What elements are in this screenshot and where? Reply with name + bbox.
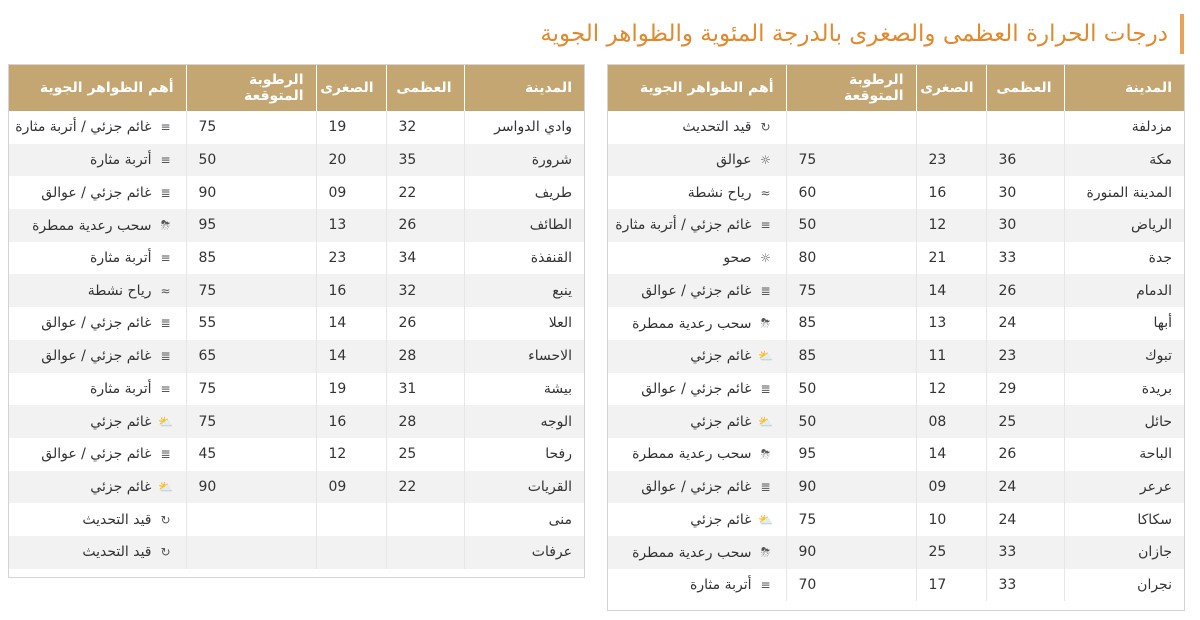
condition-text: غائم جزئي xyxy=(90,478,152,495)
min-temp-cell: 09 xyxy=(316,176,386,209)
condition-cell xyxy=(9,242,186,275)
city-cell: ينبع xyxy=(464,274,584,307)
humidity-cell: 70 xyxy=(786,569,916,602)
city-cell: بريدة xyxy=(1064,373,1184,406)
condition-text: أتربة مثارة xyxy=(90,152,152,169)
humidity-cell: 50 xyxy=(786,209,916,242)
condition-text: رياح نشطة xyxy=(87,282,152,299)
condition-text: غائم جزئي / عوالق xyxy=(41,184,152,201)
haze-icon: ≣ xyxy=(760,381,771,396)
city-cell: بيشة xyxy=(464,373,584,406)
sun-icon: ☼ xyxy=(760,251,771,266)
city-cell: الباحة xyxy=(1064,438,1184,471)
condition-wrap xyxy=(32,218,173,234)
humidity-cell: 95 xyxy=(186,209,316,242)
table-row xyxy=(608,144,1184,177)
condition-text: غائم جزئي / أتربة مثارة xyxy=(15,119,152,136)
city-cell: الطائف xyxy=(464,209,584,242)
condition-text: غائم جزئي / عوالق xyxy=(641,380,752,397)
table-header-row xyxy=(608,65,1184,111)
humidity-cell: 75 xyxy=(186,405,316,438)
humidity-cell: 50 xyxy=(786,373,916,406)
city-cell: الرياض xyxy=(1064,209,1184,242)
city-cell: طريف xyxy=(464,176,584,209)
max-temp-cell: 28 xyxy=(386,340,464,373)
humidity-cell: 95 xyxy=(786,438,916,471)
table-row xyxy=(608,242,1184,275)
min-temp-cell: 19 xyxy=(316,373,386,406)
condition-text: غائم جزئي xyxy=(690,413,752,430)
humidity-cell: 90 xyxy=(786,536,916,569)
max-temp-cell: 33 xyxy=(986,569,1064,602)
table-row xyxy=(9,405,584,438)
condition-cell xyxy=(9,274,186,307)
condition-text: قيد التحديث xyxy=(82,544,152,561)
max-temp-cell: 24 xyxy=(986,471,1064,504)
max-temp-cell: 32 xyxy=(386,111,464,144)
max-temp-cell: 25 xyxy=(386,438,464,471)
condition-cell xyxy=(608,307,786,340)
humidity-cell: 60 xyxy=(786,176,916,209)
condition-text: غائم جزئي / عوالق xyxy=(41,315,152,332)
condition-cell xyxy=(9,340,186,373)
condition-cell xyxy=(9,111,186,144)
table-row xyxy=(608,536,1184,569)
weather-table-main xyxy=(608,65,1184,601)
haze-icon: ≣ xyxy=(760,283,771,298)
min-temp-cell: 13 xyxy=(316,209,386,242)
max-temp-cell: 26 xyxy=(386,307,464,340)
header-max: العظمى xyxy=(386,65,464,111)
city-cell: مزدلفة xyxy=(1064,111,1184,144)
condition-wrap xyxy=(15,119,173,135)
humidity-cell: 85 xyxy=(186,242,316,275)
header-condition: أهم الظواهر الجوية xyxy=(608,65,786,111)
condition-cell xyxy=(608,569,786,602)
condition-text: غائم جزئي / عوالق xyxy=(41,446,152,463)
min-temp-cell: 14 xyxy=(916,438,986,471)
max-temp-cell: 24 xyxy=(986,503,1064,536)
table-row xyxy=(9,144,584,177)
min-temp-cell: 14 xyxy=(916,274,986,307)
table-row xyxy=(9,176,584,209)
condition-wrap xyxy=(641,479,773,495)
min-temp-cell: 21 xyxy=(916,242,986,275)
thunderstorm-icon: ⛈ xyxy=(760,316,771,331)
min-temp-cell xyxy=(916,111,986,144)
table-row xyxy=(608,111,1184,144)
humidity-cell: 85 xyxy=(786,307,916,340)
min-temp-cell: 10 xyxy=(916,503,986,536)
table-row xyxy=(9,471,584,504)
condition-wrap xyxy=(82,544,173,560)
condition-text: غائم جزئي xyxy=(690,348,752,365)
partly-cloudy-icon: ⛅ xyxy=(758,414,773,429)
table-row xyxy=(9,438,584,471)
table-row xyxy=(608,274,1184,307)
header-humidity: الرطوبة المتوقعة xyxy=(786,65,916,111)
condition-cell xyxy=(9,536,186,569)
condition-text: عوالق xyxy=(716,152,752,169)
condition-wrap xyxy=(641,283,773,299)
partly-cloudy-icon: ⛅ xyxy=(158,479,173,494)
humidity-cell: 65 xyxy=(186,340,316,373)
condition-wrap xyxy=(90,152,173,168)
min-temp-cell xyxy=(316,536,386,569)
max-temp-cell: 30 xyxy=(986,209,1064,242)
humidity-cell xyxy=(786,111,916,144)
max-temp-cell xyxy=(386,536,464,569)
partly-cloudy-icon: ⛅ xyxy=(758,349,773,364)
max-temp-cell: 31 xyxy=(386,373,464,406)
max-temp-cell: 33 xyxy=(986,536,1064,569)
haze-icon: ≣ xyxy=(760,479,771,494)
city-cell: القريات xyxy=(464,471,584,504)
max-temp-cell: 22 xyxy=(386,176,464,209)
condition-cell xyxy=(9,471,186,504)
city-cell: جدة xyxy=(1064,242,1184,275)
weather-table-2 xyxy=(8,64,585,578)
header-max: العظمى xyxy=(986,65,1064,111)
humidity-cell: 90 xyxy=(186,471,316,504)
min-temp-cell: 16 xyxy=(316,274,386,307)
condition-text: سحب رعدية ممطرة xyxy=(32,217,152,234)
condition-cell xyxy=(9,405,186,438)
table-row xyxy=(608,209,1184,242)
condition-cell xyxy=(9,307,186,340)
humidity-cell: 50 xyxy=(786,405,916,438)
max-temp-cell: 22 xyxy=(386,471,464,504)
weather-table-main xyxy=(9,65,584,569)
table-row xyxy=(9,373,584,406)
condition-cell xyxy=(608,340,786,373)
haze-sun-icon: ☼ xyxy=(760,153,771,168)
table-row xyxy=(9,307,584,340)
max-temp-cell xyxy=(386,503,464,536)
city-cell: القنفذة xyxy=(464,242,584,275)
min-temp-cell: 13 xyxy=(916,307,986,340)
min-temp-cell: 17 xyxy=(916,569,986,602)
table-row xyxy=(9,340,584,373)
humidity-cell: 85 xyxy=(786,340,916,373)
condition-cell xyxy=(608,111,786,144)
page-title: درجات الحرارة العظمى والصغرى بالدرجة المئوية والظواهر الجوية xyxy=(540,21,1168,47)
min-temp-cell: 11 xyxy=(916,340,986,373)
condition-cell xyxy=(608,373,786,406)
table-row xyxy=(608,405,1184,438)
max-temp-cell: 34 xyxy=(386,242,464,275)
min-temp-cell: 14 xyxy=(316,340,386,373)
condition-text: صحو xyxy=(723,250,752,267)
partly-cloudy-icon: ⛅ xyxy=(158,414,173,429)
page-header xyxy=(540,14,1184,54)
condition-text: غائم جزئي / عوالق xyxy=(41,348,152,365)
humidity-cell xyxy=(186,503,316,536)
humidity-cell: 90 xyxy=(186,176,316,209)
condition-cell xyxy=(608,405,786,438)
condition-cell xyxy=(9,144,186,177)
city-cell: نجران xyxy=(1064,569,1184,602)
table-header-row xyxy=(9,65,584,111)
condition-cell xyxy=(608,209,786,242)
condition-cell xyxy=(9,209,186,242)
max-temp-cell: 35 xyxy=(386,144,464,177)
min-temp-cell: 12 xyxy=(916,209,986,242)
condition-wrap xyxy=(723,250,773,266)
header-condition: أهم الظواهر الجوية xyxy=(9,65,186,111)
table-row xyxy=(608,307,1184,340)
refresh-icon: ↻ xyxy=(160,545,171,560)
condition-wrap xyxy=(41,446,173,462)
table-row xyxy=(608,471,1184,504)
humidity-cell: 55 xyxy=(186,307,316,340)
table-row xyxy=(9,111,584,144)
condition-text: غائم جزئي xyxy=(90,413,152,430)
city-cell: الاحساء xyxy=(464,340,584,373)
table-row xyxy=(608,569,1184,602)
humidity-cell: 50 xyxy=(186,144,316,177)
humidity-cell: 45 xyxy=(186,438,316,471)
header-city: المدينة xyxy=(1064,65,1184,111)
condition-wrap xyxy=(90,479,173,495)
condition-wrap xyxy=(632,545,773,561)
max-temp-cell: 32 xyxy=(386,274,464,307)
condition-cell xyxy=(608,438,786,471)
max-temp-cell: 29 xyxy=(986,373,1064,406)
dust-icon: ≡ xyxy=(160,153,171,168)
table-row xyxy=(9,536,584,569)
city-cell: منى xyxy=(464,503,584,536)
max-temp-cell xyxy=(986,111,1064,144)
city-cell: جازان xyxy=(1064,536,1184,569)
max-temp-cell: 26 xyxy=(386,209,464,242)
condition-text: غائم جزئي xyxy=(690,511,752,528)
header-city: المدينة xyxy=(464,65,584,111)
city-cell: الوجه xyxy=(464,405,584,438)
condition-cell xyxy=(9,503,186,536)
header-min: الصغرى xyxy=(316,65,386,111)
condition-cell xyxy=(9,373,186,406)
condition-wrap xyxy=(615,217,773,233)
dust-icon: ≡ xyxy=(160,381,171,396)
wind-icon: ≈ xyxy=(760,185,771,200)
dust-icon: ≡ xyxy=(160,120,171,135)
city-cell: عرفات xyxy=(464,536,584,569)
header-min: الصغرى xyxy=(916,65,986,111)
city-cell: حائل xyxy=(1064,405,1184,438)
table-row xyxy=(9,274,584,307)
humidity-cell: 75 xyxy=(786,144,916,177)
min-temp-cell: 19 xyxy=(316,111,386,144)
humidity-cell: 90 xyxy=(786,471,916,504)
table-row xyxy=(9,242,584,275)
condition-wrap xyxy=(82,512,173,528)
haze-icon: ≣ xyxy=(160,447,171,462)
haze-icon: ≣ xyxy=(160,185,171,200)
condition-text: أتربة مثارة xyxy=(90,250,152,267)
humidity-cell: 80 xyxy=(786,242,916,275)
max-temp-cell: 28 xyxy=(386,405,464,438)
max-temp-cell: 33 xyxy=(986,242,1064,275)
dust-icon: ≡ xyxy=(760,218,771,233)
min-temp-cell: 16 xyxy=(916,176,986,209)
humidity-cell: 75 xyxy=(786,503,916,536)
weather-table-1 xyxy=(607,64,1185,611)
condition-wrap xyxy=(690,414,773,430)
wind-icon: ≈ xyxy=(160,283,171,298)
humidity-cell: 75 xyxy=(186,373,316,406)
condition-text: غائم جزئي / عوالق xyxy=(641,478,752,495)
condition-wrap xyxy=(90,250,173,266)
min-temp-cell: 25 xyxy=(916,536,986,569)
thunderstorm-icon: ⛈ xyxy=(760,545,771,560)
table-row xyxy=(608,503,1184,536)
haze-icon: ≣ xyxy=(160,349,171,364)
condition-text: سحب رعدية ممطرة xyxy=(632,315,752,332)
min-temp-cell xyxy=(316,503,386,536)
city-cell: مكة xyxy=(1064,144,1184,177)
city-cell: وادي الدواسر xyxy=(464,111,584,144)
humidity-cell: 75 xyxy=(786,274,916,307)
city-cell: رفحا xyxy=(464,438,584,471)
min-temp-cell: 23 xyxy=(316,242,386,275)
thunderstorm-icon: ⛈ xyxy=(160,218,171,233)
condition-text: قيد التحديث xyxy=(82,511,152,528)
condition-wrap xyxy=(716,152,773,168)
condition-wrap xyxy=(41,185,173,201)
min-temp-cell: 09 xyxy=(916,471,986,504)
humidity-cell: 75 xyxy=(186,274,316,307)
table-row xyxy=(608,176,1184,209)
min-temp-cell: 08 xyxy=(916,405,986,438)
table-row xyxy=(9,503,584,536)
partly-cloudy-icon: ⛅ xyxy=(758,512,773,527)
condition-cell xyxy=(608,536,786,569)
table-body xyxy=(9,111,584,569)
condition-cell xyxy=(608,144,786,177)
min-temp-cell: 20 xyxy=(316,144,386,177)
refresh-icon: ↻ xyxy=(760,120,771,135)
city-cell: سكاكا xyxy=(1064,503,1184,536)
min-temp-cell: 12 xyxy=(316,438,386,471)
condition-cell xyxy=(9,176,186,209)
max-temp-cell: 26 xyxy=(986,274,1064,307)
condition-cell xyxy=(608,242,786,275)
min-temp-cell: 14 xyxy=(316,307,386,340)
min-temp-cell: 12 xyxy=(916,373,986,406)
condition-wrap xyxy=(690,577,773,593)
table-body xyxy=(608,111,1184,601)
refresh-icon: ↻ xyxy=(160,512,171,527)
condition-text: قيد التحديث xyxy=(682,119,752,136)
condition-wrap xyxy=(88,283,174,299)
header-humidity: الرطوبة المتوقعة xyxy=(186,65,316,111)
condition-wrap xyxy=(90,381,173,397)
city-cell: الدمام xyxy=(1064,274,1184,307)
condition-text: رياح نشطة xyxy=(687,184,752,201)
condition-cell xyxy=(608,503,786,536)
condition-wrap xyxy=(690,512,773,528)
humidity-cell xyxy=(186,536,316,569)
city-cell: عرعر xyxy=(1064,471,1184,504)
table-row xyxy=(608,438,1184,471)
condition-cell xyxy=(608,176,786,209)
city-cell: العلا xyxy=(464,307,584,340)
condition-text: أتربة مثارة xyxy=(690,576,752,593)
table-row xyxy=(608,373,1184,406)
max-temp-cell: 24 xyxy=(986,307,1064,340)
condition-wrap xyxy=(690,348,773,364)
max-temp-cell: 30 xyxy=(986,176,1064,209)
city-cell: أبها xyxy=(1064,307,1184,340)
condition-wrap xyxy=(90,414,173,430)
humidity-cell: 75 xyxy=(186,111,316,144)
max-temp-cell: 25 xyxy=(986,405,1064,438)
condition-text: سحب رعدية ممطرة xyxy=(632,544,752,561)
title-accent-bar xyxy=(1180,14,1184,54)
condition-text: سحب رعدية ممطرة xyxy=(632,446,752,463)
condition-wrap xyxy=(632,446,773,462)
min-temp-cell: 09 xyxy=(316,471,386,504)
haze-icon: ≣ xyxy=(160,316,171,331)
condition-wrap xyxy=(41,348,173,364)
condition-wrap xyxy=(682,119,773,135)
condition-cell xyxy=(608,274,786,307)
max-temp-cell: 36 xyxy=(986,144,1064,177)
condition-text: غائم جزئي / عوالق xyxy=(641,282,752,299)
min-temp-cell: 23 xyxy=(916,144,986,177)
table-row xyxy=(9,209,584,242)
dust-icon: ≡ xyxy=(760,577,771,592)
city-cell: شرورة xyxy=(464,144,584,177)
condition-wrap xyxy=(41,315,173,331)
max-temp-cell: 23 xyxy=(986,340,1064,373)
city-cell: المدينة المنورة xyxy=(1064,176,1184,209)
dust-icon: ≡ xyxy=(160,251,171,266)
condition-wrap xyxy=(632,316,773,332)
condition-cell xyxy=(608,471,786,504)
condition-text: أتربة مثارة xyxy=(90,380,152,397)
city-cell: تبوك xyxy=(1064,340,1184,373)
condition-cell xyxy=(9,438,186,471)
table-row xyxy=(608,340,1184,373)
condition-text: غائم جزئي / أتربة مثارة xyxy=(615,217,752,234)
condition-wrap xyxy=(688,185,774,201)
condition-wrap xyxy=(641,381,773,397)
thunderstorm-icon: ⛈ xyxy=(760,446,771,461)
max-temp-cell: 26 xyxy=(986,438,1064,471)
min-temp-cell: 16 xyxy=(316,405,386,438)
